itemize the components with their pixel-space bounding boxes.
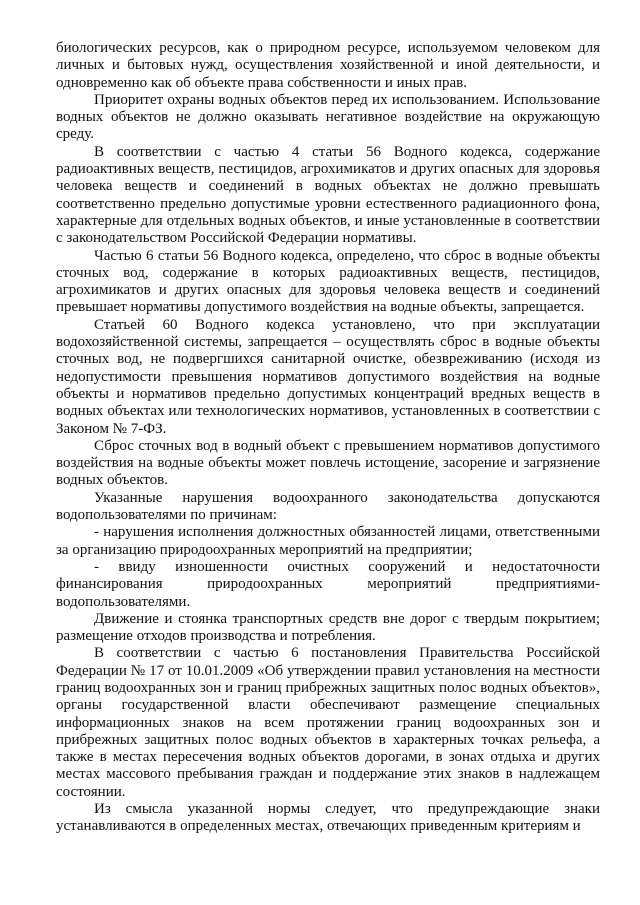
document-page xyxy=(56,40,600,836)
paragraph-4: Частью 6 статьи 56 Водного кодекса, определено, что сброс в водные объекты сточных вод, содержание в которых радиоактивных веществ, пестицидов, агрохимикатов и других опасных для здоровья человека веществ и соединений превышает нормативы допустимого воздействия на водные объекты, запрещается. xyxy=(56,247,600,316)
paragraph-6: Сброс сточных вод в водный объект с превышением нормативов допустимого воздействия на водные объекты может повлечь истощение, засорение и загрязнение водных объектов. xyxy=(56,437,600,489)
paragraph-8: Движение и стоянка транспортных средств вне дорог с твердым покрытием; размещение отходов производства и потребления. xyxy=(56,610,600,645)
list-item-2: - ввиду изношенности очистных сооружений и недостаточности финансирования природоохранных мероприятий предприятиями-водопользователями. xyxy=(56,558,600,610)
list-item-1: - нарушения исполнения должностных обязанностей лицами, ответственными за организацию природоохранных мероприятий на предприятии; xyxy=(56,524,600,558)
paragraph-3: В соответствии с частью 4 статьи 56 Водного кодекса, содержание радиоактивных веществ, пестицидов, агрохимикатов и других опасных для здоровья человека веществ и соединений в водных объектах не должно превышать соответственно предельно допустимые уровни естественного радиационного фона, характерные для отдельных водных объектов, и иные установленные в соответствии с законодательством Российской Федерации нормативы. xyxy=(56,143,600,247)
paragraph-5: Статьей 60 Водного кодекса установлено, что при эксплуатации водохозяйственной системы, запрещается – осуществлять сброс в водные объекты сточных вод, не подвергшихся санитарной очистке, обезвреживанию (исходя из недопустимости превышения нормативов допустимого воздействия на водные объекты и нормативов предельно допустимых концентраций вредных веществ в водных объектах или технологических нормативов, установленных в соответствии с Законом № 7-ФЗ. xyxy=(56,316,600,437)
paragraph-2: Приоритет охраны водных объектов перед их использованием. Использование водных объектов не должно оказывать негативное воздействие на окружающую среду. xyxy=(56,91,600,143)
paragraph-9: В соответствии с частью 6 постановления Правительства Российской Федерации № 17 от 10.01.2009 «Об утверждении правил установления на местности границ водоохранных зон и границ прибрежных защитных полос водных объектов», органы государственной власти обеспечивают размещение специальных информационных знаков на всем протяжении границ водоохранных зон и прибрежных защитных полос водных объектов в характерных точках рельефа, а также в местах пересечения водных объектов дорогами, в зонах отдыха и других местах массового пребывания граждан и поддержание этих знаков в надлежащем состоянии. xyxy=(56,645,600,800)
paragraph-7: Указанные нарушения водоохранного законодательства допускаются водопользователями по причинам: xyxy=(56,489,600,524)
paragraph-1: биологических ресурсов, как о природном ресурсе, используемом человеком для личных и бытовых нужд, осуществления хозяйственной и иной деятельности, и одновременно как об объекте права собственности и иных прав. xyxy=(56,40,600,91)
paragraph-10: Из смысла указанной нормы следует, что предупреждающие знаки устанавливаются в определенных местах, отвечающих приведенным критериям и xyxy=(56,801,600,835)
